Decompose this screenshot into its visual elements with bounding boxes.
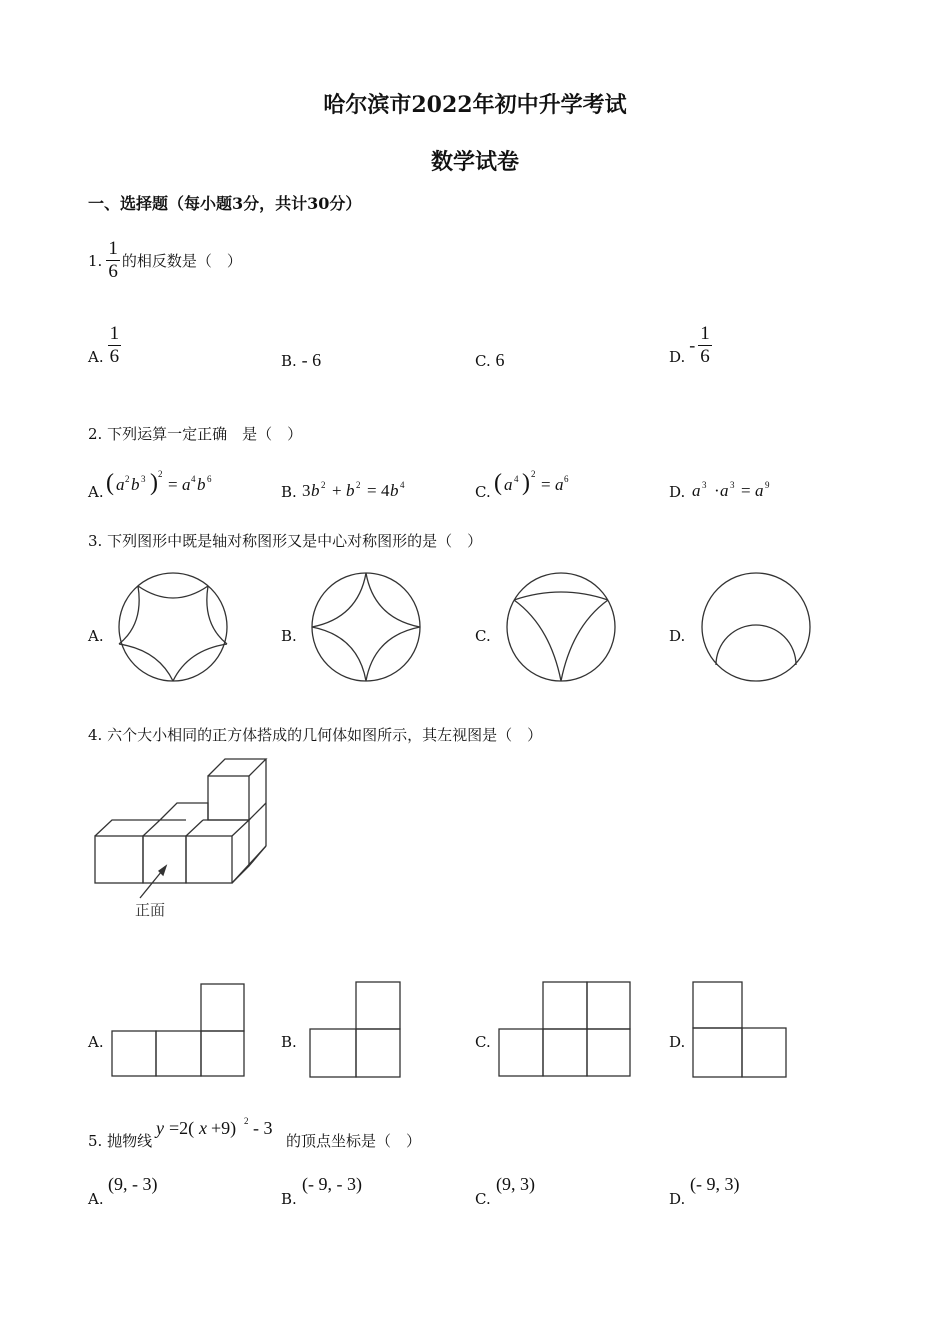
q4-view-b[interactable]: [308, 980, 404, 1080]
svg-text:=: =: [541, 475, 551, 494]
option-label: D.: [669, 483, 686, 501]
svg-text:2: 2: [158, 469, 163, 479]
fraction-denominator: 6: [109, 346, 120, 367]
fraction-numerator: 1: [700, 323, 710, 344]
option-label: C.: [475, 483, 491, 501]
q4-option-c-label[interactable]: C.: [475, 1033, 491, 1051]
svg-text:b: b: [346, 481, 355, 500]
q3-option-b-label[interactable]: B.: [281, 627, 297, 645]
q5-option-b-value[interactable]: (- 9, - 3): [302, 1174, 362, 1194]
q4-solid-figure: [90, 752, 275, 922]
svg-text:·: ·: [714, 481, 720, 500]
q4-option-d-label[interactable]: D.: [669, 1033, 686, 1051]
svg-text:x: x: [199, 1118, 207, 1138]
q3-figure-c[interactable]: [504, 572, 618, 684]
fraction-denominator: 6: [108, 261, 118, 282]
fraction: [106, 238, 120, 283]
svg-text:a: a: [555, 475, 564, 494]
svg-text:4: 4: [400, 480, 405, 490]
option-label: A.: [88, 347, 104, 366]
q5-option-b-label[interactable]: B.: [281, 1190, 297, 1208]
q4-view-c[interactable]: [497, 980, 633, 1080]
option-value: 6: [495, 350, 505, 370]
option-label: B.: [281, 483, 297, 501]
q3-figure-d[interactable]: [698, 572, 814, 684]
question-5-suffix: 的顶点坐标是（ ）: [286, 1132, 422, 1150]
svg-text:3: 3: [141, 474, 146, 484]
svg-text:3: 3: [702, 480, 707, 490]
q1-option-d[interactable]: [669, 323, 712, 368]
svg-text:2: 2: [531, 469, 536, 479]
question-1: [88, 238, 242, 283]
q4-option-a-label[interactable]: A.: [88, 1033, 104, 1051]
svg-text:a: a: [116, 475, 125, 494]
svg-text:b: b: [131, 475, 140, 494]
svg-text:3: 3: [302, 481, 311, 500]
svg-text:(: (: [494, 470, 502, 496]
svg-text:a: a: [504, 475, 513, 494]
question-number: 1.: [88, 251, 103, 270]
svg-text:y: y: [156, 1118, 164, 1138]
svg-text:6: 6: [564, 474, 569, 484]
svg-text:3: 3: [730, 480, 735, 490]
svg-text:2: 2: [125, 474, 130, 484]
option-label: A.: [88, 483, 104, 501]
minus-sign: -: [689, 335, 696, 355]
q3-option-c-label[interactable]: C.: [475, 627, 491, 645]
question-2: 2. 下列运算一定正确 是（ ）: [88, 425, 303, 443]
q4-view-a[interactable]: [110, 981, 248, 1079]
svg-text:=: =: [168, 475, 178, 494]
svg-text:4: 4: [191, 474, 196, 484]
exam-title: 哈尔滨市2022年初中升学考试: [323, 92, 627, 118]
q2-option-c[interactable]: [475, 483, 491, 501]
q5-parabola-formula: [154, 1112, 286, 1144]
svg-text:2: 2: [321, 480, 326, 490]
svg-text:6: 6: [207, 474, 212, 484]
q2-option-b[interactable]: [281, 483, 297, 501]
question-4: 4. 六个大小相同的正方体搭成的几何体如图所示，其左视图是（ ）: [88, 726, 543, 744]
svg-text:a: a: [755, 481, 764, 500]
front-view-label: 正面: [135, 901, 166, 919]
svg-text:=: =: [741, 481, 751, 500]
fraction-numerator: 1: [108, 238, 118, 259]
svg-text:=: =: [367, 481, 377, 500]
question-5-prefix: 5. 抛物线: [88, 1132, 153, 1150]
question-stem: 的相反数是（ ）: [121, 252, 242, 270]
q5-option-c-value[interactable]: (9, 3): [496, 1174, 535, 1194]
q5-option-d-label[interactable]: D.: [669, 1190, 686, 1208]
q5-option-a-label[interactable]: A.: [88, 1190, 104, 1208]
option-label: C.: [475, 352, 491, 370]
q4-view-d[interactable]: [691, 980, 789, 1080]
svg-text:- 3: - 3: [253, 1118, 273, 1138]
q2-formula-a: [106, 466, 226, 500]
fraction: [698, 323, 712, 368]
svg-text:9: 9: [765, 480, 770, 490]
q2-option-a[interactable]: [88, 483, 104, 501]
svg-text:=2(: =2(: [169, 1118, 195, 1138]
q1-option-c[interactable]: [475, 350, 505, 371]
svg-text:a: a: [182, 475, 191, 494]
svg-text:+: +: [332, 481, 342, 500]
svg-text:+9): +9): [211, 1118, 237, 1138]
section-heading: 一、选择题（每小题3分，共计30分）: [88, 194, 362, 213]
q3-option-d-label[interactable]: D.: [669, 627, 686, 645]
svg-text:4: 4: [381, 481, 390, 500]
svg-text:b: b: [390, 481, 399, 500]
q2-formula-c: [494, 466, 584, 500]
q5-option-a-value[interactable]: (9, - 3): [108, 1174, 158, 1194]
q2-formula-b: [300, 472, 420, 502]
q4-option-b-label[interactable]: B.: [281, 1033, 297, 1051]
question-3: 3. 下列图形中既是轴对称图形又是中心对称图形的是（ ）: [88, 532, 483, 550]
q2-formula-d: [690, 472, 790, 502]
option-label: B.: [281, 352, 297, 370]
q3-figure-b[interactable]: [310, 572, 424, 684]
q5-option-c-label[interactable]: C.: [475, 1190, 491, 1208]
svg-text:2: 2: [356, 480, 361, 490]
q5-option-d-value[interactable]: (- 9, 3): [690, 1174, 740, 1194]
svg-text:b: b: [197, 475, 206, 494]
svg-text:b: b: [311, 481, 320, 500]
svg-text:2: 2: [244, 1116, 249, 1126]
q3-figure-a[interactable]: [116, 572, 232, 684]
fraction-denominator: 6: [700, 346, 710, 367]
q1-option-b[interactable]: [281, 350, 321, 371]
option-label: D.: [669, 347, 686, 366]
svg-text:a: a: [692, 481, 701, 500]
fraction-numerator: 1: [109, 323, 120, 344]
svg-text:(: (: [106, 470, 114, 496]
option-value: - 6: [301, 350, 322, 370]
svg-text:): ): [150, 470, 158, 496]
exam-subtitle: 数学试卷: [430, 149, 519, 175]
svg-text:): ): [522, 470, 530, 496]
q1-option-a[interactable]: [88, 323, 121, 368]
q3-option-a-label[interactable]: A.: [88, 627, 104, 645]
q2-option-d[interactable]: [669, 483, 685, 501]
fraction: [108, 323, 122, 368]
svg-text:4: 4: [514, 474, 519, 484]
svg-text:a: a: [720, 481, 729, 500]
